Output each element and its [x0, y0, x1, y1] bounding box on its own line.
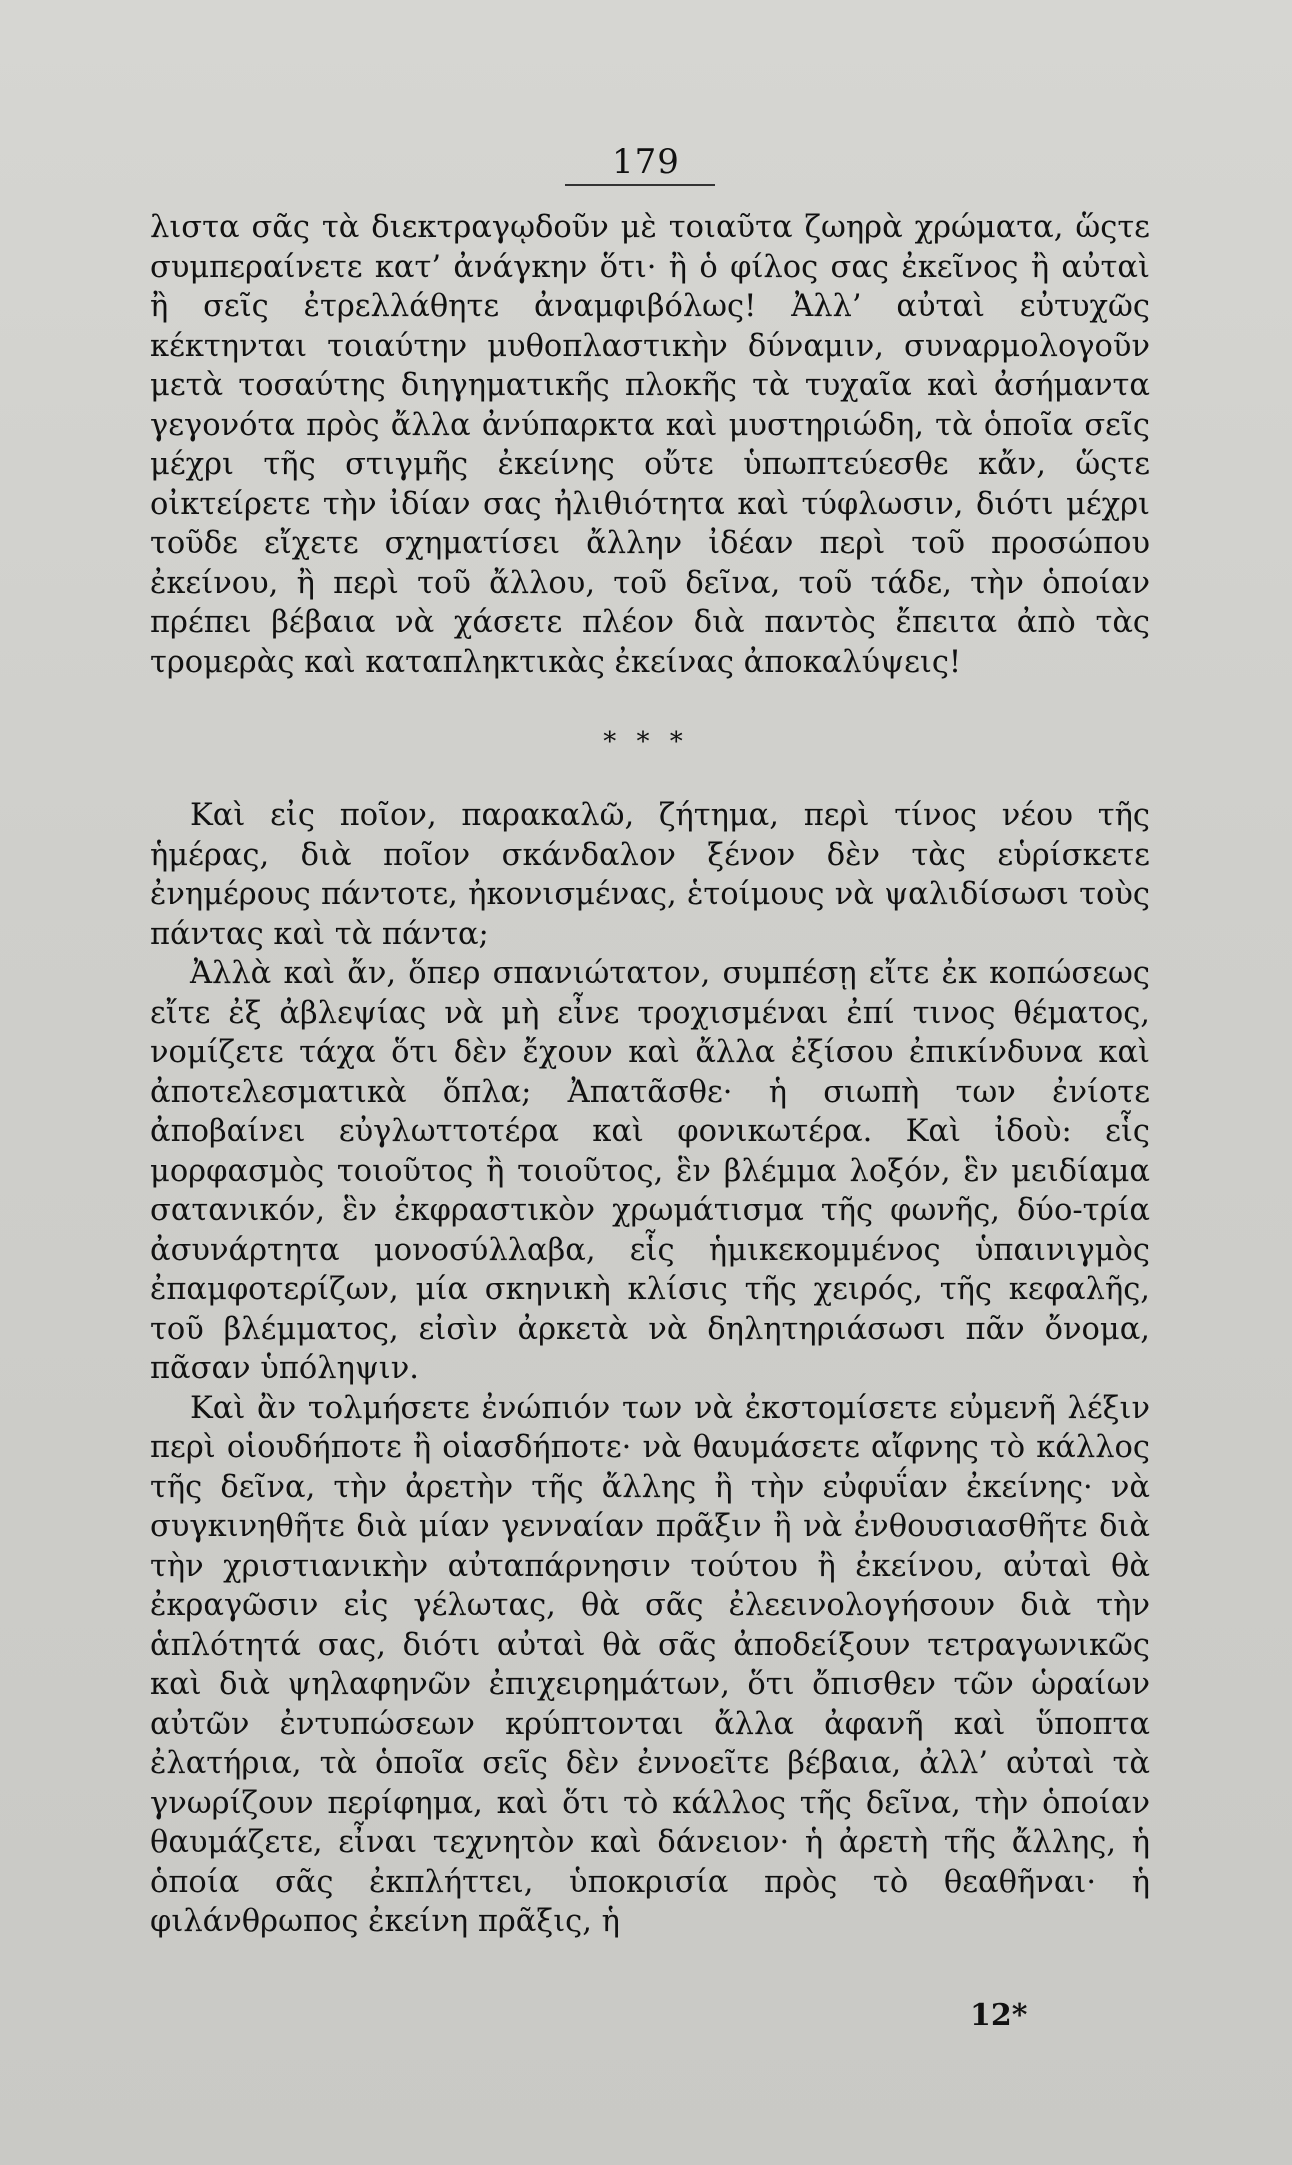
paragraph-text: Ἀλλὰ καὶ ἄν, ὅπερ σπανιώτατον, συμπέσῃ εἴτε ἐκ κοπώσεως εἴτε ἐξ ἀβλεψίας νὰ μὴ εἶνε τροχισμέναι ἐπί τινος θέματος, νομίζετε τάχα ὅτι δὲν ἔχουν καὶ ἄλλα ἐξίσου ἐπικίνδυνα καὶ ἀποτελεσματικὰ ὅπλα; Ἀπατᾶσθε· ἡ σιωπὴ των ἐνίοτε ἀποβαίνει εὐγλωττοτέρα καὶ φονικωτέρα. Καὶ ἰδοὺ: εἷς μορφασμὸς τοιοῦτος ἢ τοιοῦτος, ἓν βλέμμα λοξόν, ἓν μειδίαμα σατανικόν, ἓν ἐκφραστικὸν χρωμάτισμα τῆς φωνῆς, δύο-τρία ἀσυνάρτητα μονοσύλλαβα, εἷς ἡμικεκομμένος ὑπαινιγμὸς ἐπαμφοτερίζων, μία σκηνικὴ κλίσις τῆς χειρός, τῆς κεφαλῆς, τοῦ βλέμματος, εἰσὶν ἀρκετὰ νὰ δηλητηριάσωσι πᾶν ὄνομα, πᾶσαν ὑπόληψιν.	[150, 956, 1150, 1386]
section-asterism: * * *	[603, 727, 689, 757]
section-body	[150, 796, 1150, 1942]
paragraph-text: Καὶ ἂν τολμήσετε ἐνώπιόν των νὰ ἐκστομίσετε εὐμενῆ λέξιν περὶ οἱουδήποτε ἢ οἱασδήποτε· νὰ θαυμάσετε αἴφνης τὸ κάλλος τῆς δεῖνα, τὴν ἀρετὴν τῆς ἄλλης ἢ τὴν εὐφυΐαν ἐκείνης· νὰ συγκινηθῆτε διὰ μίαν γενναίαν πρᾶξιν ἢ νὰ ἐνθουσιασθῆτε διὰ τὴν χριστιανικὴν αὐταπάρνησιν τούτου ἢ ἐκείνου, αὐταὶ θὰ ἐκραγῶσιν εἰς γέλωτας, θὰ σᾶς ἐλεεινολογήσουν διὰ τὴν ἁπλότητά σας, διότι αὐταὶ θὰ σᾶς ἀποδείξουν τετραγωνικῶς καὶ διὰ ψηλαφηνῶν ἐπιχειρημάτων, ὅτι ὄπισθεν τῶν ὡραίων αὐτῶν ἐντυπώσεων κρύπτονται ἄλλα ἀφανῆ καὶ ὕποπτα ἐλατήρια, τὰ ὁποῖα σεῖς δὲν ἐννοεῖτε βέβαια, ἀλλ’ αὐταὶ τὰ γνωρίζουν περίφημα, καὶ ὅτι τὸ κάλλος τῆς δεῖνα, τὴν ὁποίαν θαυμάζετε, εἶναι τεχνητὸν καὶ δάνειον· ἡ ἀρετὴ τῆς ἄλλης, ἡ ὁποία σᾶς ἐκπλήττει, ὑποκρισία πρὸς τὸ θεαθῆναι· ἡ φιλάνθρωπος ἐκείνη πρᾶξις, ἡ	[150, 1390, 1150, 1939]
page-number: 179	[612, 142, 680, 182]
paragraph-text: λιστα σᾶς τὰ διεκτραγῳδοῦν μὲ τοιαῦτα ζωηρὰ χρώματα, ὥςτε συμπεραίνετε κατ’ ἀνάγκην ὅτι· ἢ ὁ φίλος σας ἐκεῖνος ἢ αὐταὶ ἢ σεῖς ἐτρελλάθητε ἀναμφιβόλως! Ἀλλ’ αὐταὶ εὐτυχῶς κέκτηνται τοιαύτην μυθοπλαστικὴν δύναμιν, συναρμολογοῦν μετὰ τοσαύτης διηγηματικῆς πλοκῆς τὰ τυχαῖα καὶ ἀσήμαντα γεγονότα πρὸς ἄλλα ἀνύπαρκτα καὶ μυστηριώδη, τὰ ὁποῖα σεῖς μέχρι τῆς στιγμῆς ἐκείνης οὔτε ὑπωπτεύεσθε κἄν, ὥςτε οἰκτείρετε τὴν ἰδίαν σας ἠλιθιότητα καὶ τύφλωσιν, διότι μέχρι τοῦδε εἴχετε σχηματίσει ἄλλην ἰδέαν περὶ τοῦ προσώπου ἐκείνου, ἢ περὶ τοῦ ἄλλου, τοῦ δεῖνα, τοῦ τάδε, τὴν ὁποίαν πρέπει βέβαια νὰ χάσετε πλέον διὰ παντὸς ἔπειτα ἀπὸ τὰς τρομερὰς καὶ καταπληκτικὰς ἐκείνας ἀποκαλύψεις!	[150, 210, 1150, 680]
paragraph-continued	[150, 208, 1150, 682]
paragraph-text: Καὶ εἰς ποῖον, παρακαλῶ, ζήτημα, περὶ τίνος νέου τῆς ἡμέρας, διὰ ποῖον σκάνδαλον ξένον δὲν τὰς εὑρίσκετε ἐνημέρους πάντοτε, ἠκονισμένας, ἑτοίμους νὰ ψαλιδίσωσι τοὺς πάντας καὶ τὰ πάντα;	[150, 798, 1150, 952]
signature-mark: 12*	[970, 1998, 1028, 2033]
page-number-rule	[565, 184, 715, 186]
